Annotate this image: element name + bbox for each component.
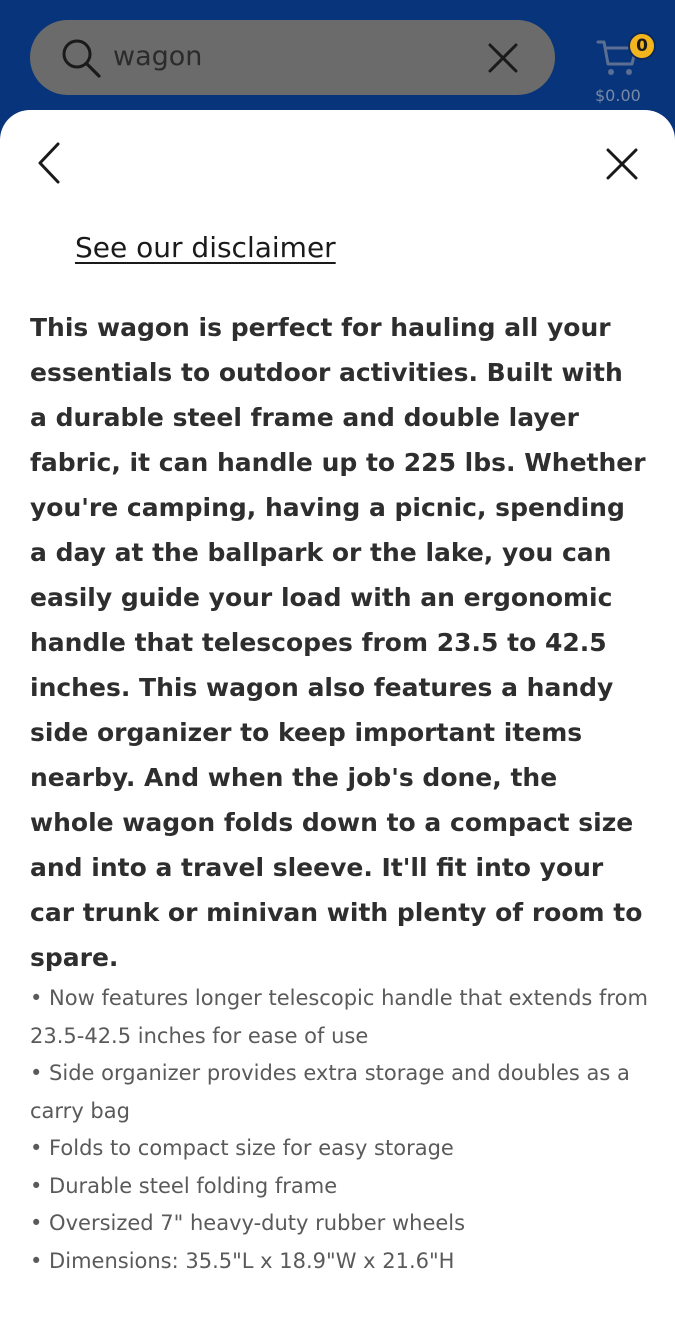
search-bar[interactable] bbox=[30, 20, 555, 95]
product-description: This wagon is perfect for hauling all your essentials to outdoor activities. Built with a durable steel frame and double layer fabric, it can handle up to 225 lbs. Whether you're camping, having a picnic, spending a day at the ballpark or the lake, you can easily guide your load with an ergonomic handle that telescopes from 23.5 to 42.5 inches. This wagon also features a handy side organizer to keep important items nearby. And when the job's done, the whole wagon folds down to a compact size and into a travel sleeve. It'll fit into your car trunk or minivan with plenty of room to spare. bbox=[30, 313, 646, 972]
list-item: • Oversized 7" heavy-duty rubber wheels bbox=[30, 1211, 466, 1235]
cart-count-badge: 0 bbox=[628, 32, 656, 60]
feature-list bbox=[30, 980, 648, 1280]
cart-button[interactable] bbox=[592, 30, 662, 110]
list-item: • Now features longer telescopic handle that extends from 23.5-42.5 inches for ease of use bbox=[30, 986, 648, 1048]
search-icon bbox=[60, 37, 102, 79]
list-item: • Dimensions: 35.5"L x 18.9"W x 21.6"H bbox=[30, 1248, 455, 1273]
list-item: • Folds to compact size for easy storage bbox=[30, 1136, 454, 1160]
description-sheet bbox=[0, 110, 675, 1322]
cart-total: $0.00 bbox=[595, 86, 641, 105]
disclaimer-link[interactable]: See our disclaimer bbox=[75, 231, 336, 264]
list-item: • Durable steel folding frame bbox=[30, 1173, 338, 1198]
back-button[interactable] bbox=[30, 140, 70, 186]
search-input[interactable]: wagon bbox=[113, 41, 203, 72]
list-item: • Side organizer provides extra storage and doubles as a carry bag bbox=[30, 1061, 630, 1123]
close-button[interactable] bbox=[604, 146, 640, 182]
clear-search-icon[interactable] bbox=[487, 42, 519, 74]
